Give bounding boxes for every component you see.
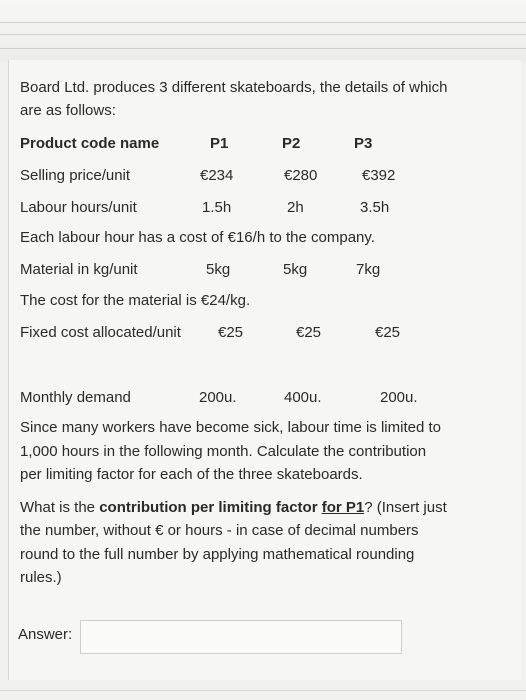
labour-cost-note: Each labour hour has a cost of €16/h to the company. <box>20 229 375 246</box>
question-prefix: What is the <box>20 499 100 516</box>
selling-price-p3: €392 <box>362 167 396 184</box>
divider <box>0 48 526 49</box>
header-p3: P3 <box>354 135 373 152</box>
divider <box>0 22 526 23</box>
question-line-2: the number, without € or hours - in case of decimal numbers <box>20 522 419 539</box>
header-p1: P1 <box>210 135 229 152</box>
selling-price-label: Selling price/unit <box>20 167 131 184</box>
scenario-line-1: Since many workers have become sick, labour time is limited to <box>20 419 441 436</box>
labour-hours-p2: 2h <box>287 199 304 216</box>
divider <box>0 34 526 35</box>
question-line-4: rules.) <box>20 569 62 586</box>
fixed-cost-p2: €25 <box>296 324 322 341</box>
material-p3: 7kg <box>356 261 381 278</box>
answer-label: Answer: <box>18 626 73 643</box>
selling-price-p1: €234 <box>200 167 234 184</box>
intro-line-1: Board Ltd. produces 3 different skateboards, the details of which <box>20 79 448 96</box>
answer-input[interactable] <box>80 620 402 654</box>
question-line-1 <box>20 496 447 520</box>
fixed-cost-label: Fixed cost allocated/unit <box>20 324 181 341</box>
fixed-cost-p1: €25 <box>218 324 244 341</box>
header-label: Product code name <box>20 135 160 152</box>
material-p2: 5kg <box>283 261 308 278</box>
material-cost-note: The cost for the material is €24/kg. <box>20 292 251 309</box>
question-bold-term: contribution per limiting factor <box>99 499 322 516</box>
question-suffix: ? (Insert just <box>364 499 447 516</box>
monthly-demand-p2: 400u. <box>284 389 322 406</box>
monthly-demand-p3: 200u. <box>380 389 418 406</box>
labour-hours-p1: 1.5h <box>202 199 232 216</box>
question-bold-target: for P1 <box>321 499 365 516</box>
selling-price-p2: €280 <box>284 167 318 184</box>
scenario-line-2: 1,000 hours in the following month. Calculate the contribution <box>20 443 427 460</box>
top-toolbar-area <box>0 0 526 62</box>
fixed-cost-p3: €25 <box>375 324 401 341</box>
monthly-demand-p1: 200u. <box>199 389 237 406</box>
monthly-demand-label: Monthly demand <box>20 389 131 406</box>
labour-hours-label: Labour hours/unit <box>20 199 137 216</box>
material-p1: 5kg <box>206 261 231 278</box>
material-label: Material in kg/unit <box>20 261 138 278</box>
question-line-3: round to the full number by applying mathematical rounding <box>20 546 415 563</box>
bottom-divider <box>0 690 526 691</box>
labour-hours-p3: 3.5h <box>360 199 390 216</box>
intro-line-2: are as follows: <box>20 102 116 119</box>
header-p2: P2 <box>282 135 301 152</box>
scenario-line-3: per limiting factor for each of the three skateboards. <box>20 466 363 483</box>
